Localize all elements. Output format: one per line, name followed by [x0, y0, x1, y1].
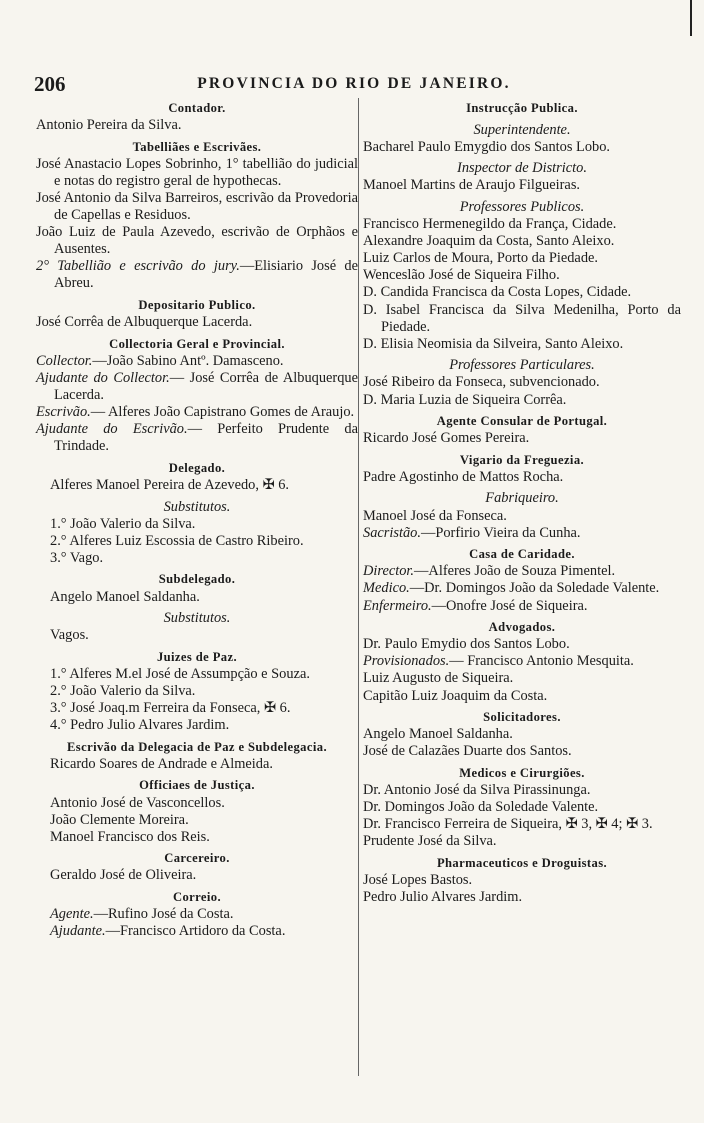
entry-text: — José Corrêa de Albuquerque Lacerda. — [54, 369, 359, 403]
column-divider — [358, 98, 359, 1076]
entry: Dr. Antonio José da Silva Pirassinunga. — [363, 781, 591, 798]
entry: Luiz Carlos de Moura, Porto da Piedade. — [363, 250, 598, 267]
entry — [363, 525, 681, 542]
entry — [363, 598, 681, 615]
entry: Ricardo José Gomes Pereira. — [363, 430, 530, 447]
section-heading: Juizes de Paz. — [156, 649, 238, 664]
entry: Angelo Manoel Saldanha. — [363, 726, 513, 743]
entry: 3.° Vago. — [50, 549, 104, 566]
page-number: 206 — [34, 72, 66, 96]
entry-text: —Rufino José da Costa. — [93, 906, 234, 923]
entry: José Corrêa de Albuquerque Lacerda. — [36, 314, 253, 331]
section-heading: Escrivão da Delegacia de Paz e Subdelegacia. — [67, 739, 327, 754]
entry: Capitão Luiz Joaquim da Costa. — [363, 687, 548, 704]
entry-label: Ajudante. — [50, 923, 106, 940]
entry-label: 2° Tabellião e escrivão do jury. — [36, 258, 240, 275]
entry: 2.° Alferes Luiz Escossia de Castro Ribeiro. — [50, 532, 304, 549]
entry-text: —Dr. Domingos João da Soledade Valente. — [409, 580, 660, 597]
entry-label: Ajudante do Collector. — [36, 369, 170, 386]
entry: Manoel José da Fonseca. — [363, 507, 507, 524]
section-heading: Tabelliães e Escrivães. — [132, 139, 262, 154]
section-heading: Contador. — [168, 101, 226, 115]
entry: Prudente José da Silva. — [363, 833, 497, 850]
entry: Antonio Pereira da Silva. — [36, 117, 182, 134]
entry-text: —João Sabino Antº. Damasceno. — [92, 352, 284, 369]
section-heading: Vigario da Freguezia. — [459, 452, 585, 467]
entry: 1.° João Valerio da Silva. — [50, 515, 196, 532]
entry-text: — Perfeito Prudente da Trindade. — [54, 421, 358, 455]
entry: José Antonio da Silva Barreiros, escrivão da Provedoria de Capellas e Residuos. — [36, 189, 358, 224]
section-heading: Subdelegado. — [158, 572, 236, 587]
entry-label: Collector. — [36, 352, 93, 369]
entry: Dr. Francisco Ferreira de Siqueira, ✠ 3, ✠ 4; ✠ 3. — [363, 816, 653, 833]
entry: João Clemente Moreira. — [50, 811, 189, 828]
section-heading: Correio. — [172, 890, 222, 905]
entry: José Anastacio Lopes Sobrinho, 1° tabellião do judicial e notas do registro geral de hypothecas. — [36, 155, 358, 189]
page-title: PROVINCIA DO RIO DE JANEIRO. — [197, 75, 511, 92]
entry: 1.° Alferes M.el José de Assumpção e Souza. — [50, 665, 310, 682]
section-heading: Medicos e Cirurgiões. — [459, 765, 585, 780]
entry: Bacharel Paulo Emygdio dos Santos Lobo. — [363, 138, 611, 155]
entry: D. Isabel Francisca da Silva Medenilha, Porto da Piedade. — [363, 301, 681, 335]
entry: Dr. Domingos João da Soledade Valente. — [363, 799, 599, 816]
entry-label: Escrivão. — [36, 404, 91, 421]
entry: Wenceslão José de Siqueira Filho. — [363, 267, 560, 284]
subheading: Professores Publicos. — [459, 198, 585, 215]
entry: José Lopes Bastos. — [363, 871, 473, 888]
section-heading: Delegado. — [168, 460, 226, 475]
entry: Luiz Augusto de Siqueira. — [363, 670, 514, 687]
subheading: Fabriqueiro. — [485, 490, 559, 507]
entry: 2.° João Valerio da Silva. — [50, 683, 196, 699]
section-heading: Carcereiro. — [164, 851, 230, 866]
entry — [36, 404, 358, 421]
entry: D. Candida Francisca da Costa Lopes, Cidade. — [363, 284, 632, 301]
entry: D. Elisia Neomisia da Silveira, Santo Aleixo. — [363, 335, 624, 352]
entry-label: Director. — [363, 563, 415, 580]
left-column — [36, 100, 358, 940]
right-column — [363, 100, 681, 906]
entry — [36, 370, 358, 404]
entry — [363, 653, 681, 670]
entry: Dr. Paulo Emydio dos Santos Lobo. — [363, 636, 570, 653]
entry: 3.° José Joaq.m Ferreira da Fonseca, ✠ 6. — [50, 700, 291, 717]
section-heading: Officiaes de Justiça. — [139, 778, 255, 793]
subheading: Inspector de Districto. — [457, 160, 587, 177]
entry: Alexandre Joaquim da Costa, Santo Aleixo. — [363, 233, 615, 250]
entry: Ricardo Soares de Andrade e Almeida. — [50, 755, 273, 772]
section-heading: Depositario Publico. — [138, 298, 256, 313]
subheading: Superintendente. — [473, 121, 571, 138]
entry-label: Provisionados. — [363, 653, 450, 670]
entry: João Luiz de Paula Azevedo, escrivão de Orphãos e Ausentes. — [36, 224, 358, 258]
entry: Antonio José de Vasconcellos. — [50, 794, 225, 811]
entry-label: Medico. — [363, 580, 410, 597]
subheading: Substitutos. — [163, 610, 231, 627]
entry — [363, 563, 681, 580]
entry: Angelo Manoel Saldanha. — [50, 588, 200, 605]
entry — [36, 258, 358, 292]
entry-text: —Francisco Artidoro da Costa. — [105, 923, 286, 940]
entry: Manoel Martins de Araujo Filgueiras. — [363, 177, 581, 194]
entry: Francisco Hermenegildo da França, Cidade. — [363, 216, 617, 233]
entry: Vagos. — [50, 627, 89, 644]
entry — [36, 906, 358, 923]
entry — [363, 580, 681, 597]
entry-text: —Alferes João de Souza Pimentel. — [414, 563, 616, 580]
entry: 4.° Pedro Julio Alvares Jardim. — [50, 717, 230, 734]
entry: José de Calazães Duarte dos Santos. — [363, 743, 572, 760]
section-heading: Casa de Caridade. — [469, 547, 575, 562]
page-header — [34, 72, 674, 98]
section-heading: Solicitadores. — [483, 710, 561, 725]
entry: Padre Agostinho de Mattos Rocha. — [363, 468, 564, 485]
entry-label: Ajudante do Escrivão. — [36, 421, 188, 438]
entry: Pedro Julio Alvares Jardim. — [363, 889, 523, 906]
entry-label: Sacristão. — [363, 524, 421, 541]
entry — [36, 353, 358, 370]
entry-text: —Porfirio Vieira da Cunha. — [420, 524, 581, 541]
entry: D. Maria Luzia de Siqueira Corrêa. — [363, 391, 567, 408]
section-heading: Advogados. — [488, 620, 556, 635]
entry-text: — Francisco Antonio Mesquita. — [449, 653, 634, 670]
subheading: Professores Particulares. — [449, 357, 595, 374]
entry-text: — Alferes João Capistrano Gomes de Araujo. — [90, 404, 355, 421]
entry: Alferes Manoel Pereira de Azevedo, ✠ 6. — [50, 476, 290, 493]
entry-text: —Elisiario José de Abreu. — [54, 258, 358, 292]
page-edge-mark — [690, 0, 692, 36]
section-heading: Agente Consular de Portugal. — [436, 414, 608, 429]
entry-label: Agente. — [50, 906, 94, 923]
entry: José Ribeiro da Fonseca, subvencionado. — [363, 374, 600, 391]
section-heading: Pharmaceuticos e Droguistas. — [436, 855, 608, 870]
entry — [36, 421, 358, 455]
section-heading: Collectoria Geral e Provincial. — [109, 336, 285, 351]
entry-text: —Onofre José de Siqueira. — [431, 597, 588, 614]
entry — [36, 923, 358, 940]
entry: Geraldo José de Oliveira. — [50, 867, 197, 884]
section-heading: Instrucção Publica. — [466, 101, 578, 115]
subheading: Substitutos. — [163, 498, 231, 515]
entry: Manoel Francisco dos Reis. — [50, 828, 210, 845]
entry-label: Enfermeiro. — [363, 597, 432, 614]
